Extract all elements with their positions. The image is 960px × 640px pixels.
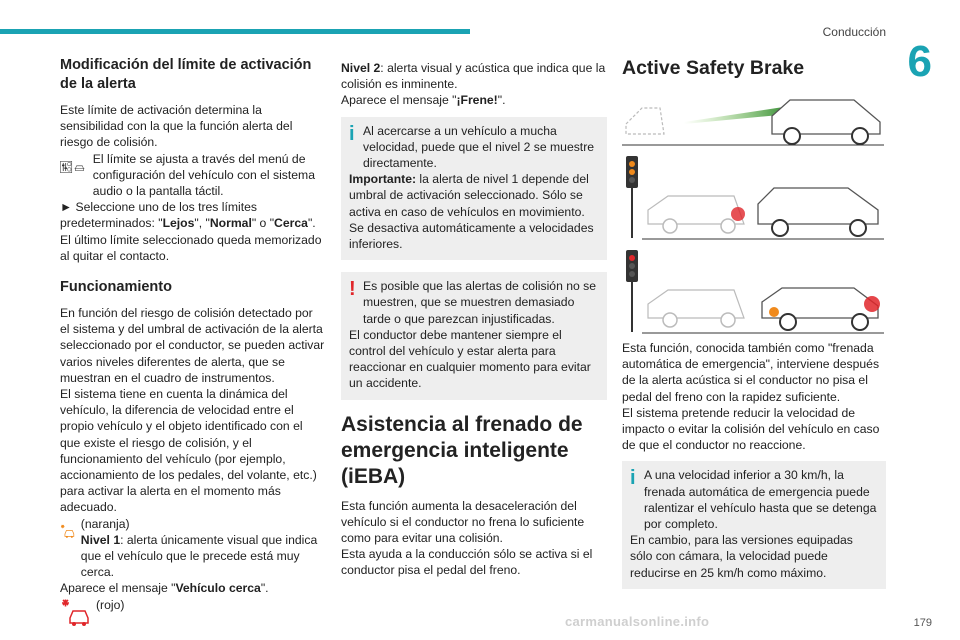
note-text: Se desactiva automáticamente a velocidades inferiores. [349, 220, 594, 252]
level-1-line [60, 516, 325, 581]
note-text: En cambio, para las versiones equipadas sólo con cámara, la velocidad puede reducirse en 25 km/h como máximo. [630, 533, 853, 580]
info-icon: i [349, 122, 355, 145]
note-text: Importante: la alerta de nivel 1 depende del umbral de activación seleccionado. Sólo se activa en caso de vehículos en movimiento. [349, 172, 589, 219]
collision-alert-red-icon [60, 597, 90, 627]
paragraph: Esta ayuda a la conducción sólo se activa si el conductor pisa el pedal del freno. [341, 547, 593, 578]
paragraph: Esta función, conocida también como "frenada automática de emergencia", interviene después de la alerta acústica si el conductor no pisa el pedal del freno con la rapidez suficiente. [622, 341, 880, 404]
importante-label: Importante: [349, 172, 417, 187]
paragraph: El último límite seleccionado queda memorizado al quitar el contacto. [60, 232, 322, 263]
label-naranja: (naranja) [80, 516, 130, 531]
paragraph: El límite se ajusta a través del menú de configuración del vehículo con el sistema audio o la pantalla táctil. [92, 151, 315, 199]
paragraph: El sistema pretende reducir la velocidad de impacto o evitar la colisión del vehículo en caso de que el conductor no reaccione. [622, 405, 880, 453]
illustration-green-range [622, 94, 884, 146]
level-2-line [60, 597, 325, 627]
column-3 [622, 56, 886, 601]
heading-funcionamiento: Funcionamiento [60, 279, 172, 296]
note-text: El conductor debe mantener siempre el control del vehículo y estar alerta para reaccionar en cualquier momento para evitar un accidente. [349, 327, 591, 391]
settings-line [60, 151, 325, 200]
heading-asistencia: Asistencia al frenado de emergencia inteligente (iEBA) [341, 412, 583, 488]
paragraph: En función del riesgo de colisión detectado por el sistema y del umbral de activación de la alerta seleccionado por el conductor, se pueden activar varios niveles diferentes de alerta, que se muestran en el cuadro de instrumentos. [60, 306, 325, 385]
message-vehiculo-cerca: Vehículo cerca [175, 581, 261, 596]
info-note [622, 461, 886, 588]
info-note [341, 117, 607, 261]
watermark: carmanualsonline.info [565, 614, 710, 629]
chapter-number: 6 [907, 37, 932, 86]
message-frene: ¡Frene! [456, 93, 498, 108]
paragraph: Nivel 2: alerta visual y acústica que indica que la colisión es inminente. [341, 61, 606, 92]
warning-icon: ! [349, 278, 356, 301]
option-cerca: Cerca [274, 216, 308, 231]
illustration-red-alert [622, 246, 884, 334]
option-normal: Normal [209, 216, 252, 231]
heading-modificacion: Modificación del límite de activación de la alerta [60, 57, 312, 92]
settings-menu-icon [60, 151, 87, 183]
chapter-color-bar [0, 29, 470, 34]
illustration-orange-alert [622, 152, 884, 240]
paragraph: Nivel 1: alerta únicamente visual que indica que el vehículo que le precede está muy cerca. [80, 532, 318, 580]
info-icon: i [630, 467, 636, 490]
warning-note [341, 272, 607, 399]
paragraph: Aparece el mensaje "¡Frene!". [341, 93, 506, 108]
paragraph: Esta función aumenta la desaceleración del vehículo si el conductor no frena lo suficiente como para evitar una colisión. [341, 498, 585, 546]
nivel2-label: Nivel 2 [341, 61, 381, 75]
paragraph: Aparece el mensaje "Vehículo cerca". [60, 581, 269, 596]
note-text: A una velocidad inferior a 30 km/h, la frenada automática de emergencia puede ralentizar el vehículo hasta que se detenga por completo. [644, 468, 877, 532]
column-1 [60, 56, 325, 627]
label-rojo: (rojo) [96, 597, 125, 612]
heading-active-safety-brake: Active Safety Brake [622, 57, 805, 79]
note-text: Al acercarse a un vehículo a mucha velocidad, puede que el nivel 2 se muestre directamente. [363, 123, 595, 171]
collision-alert-orange-icon [60, 516, 75, 546]
paragraph: El sistema tiene en cuenta la dinámica del vehículo, la diferencia de velocidad entre el propio vehículo y el objeto identificado con el que existe el riesgo de colisión, y el funcionamiento del vehículo (por ejemplo, accionamiento de los pedales, del volante, etc.) para activar la alerta en el momento más adecuado. [60, 387, 317, 515]
column-2 [341, 60, 607, 579]
option-lejos: Lejos [162, 216, 195, 231]
note-text: Es posible que las alertas de colisión no se muestren, que se muestren demasiado tarde o que parezcan injustificadas. [363, 279, 597, 326]
page-number: 179 [913, 617, 932, 629]
header-title: Conducción [822, 25, 886, 39]
paragraph: ► Seleccione uno de los tres límites predeterminados: "Lejos", "Normal" o "Cerca". [60, 200, 316, 231]
paragraph: Este límite de activación determina la sensibilidad con la que la función alerta del riesgo de colisión. [60, 103, 293, 150]
nivel1-label: Nivel 1 [80, 532, 121, 547]
